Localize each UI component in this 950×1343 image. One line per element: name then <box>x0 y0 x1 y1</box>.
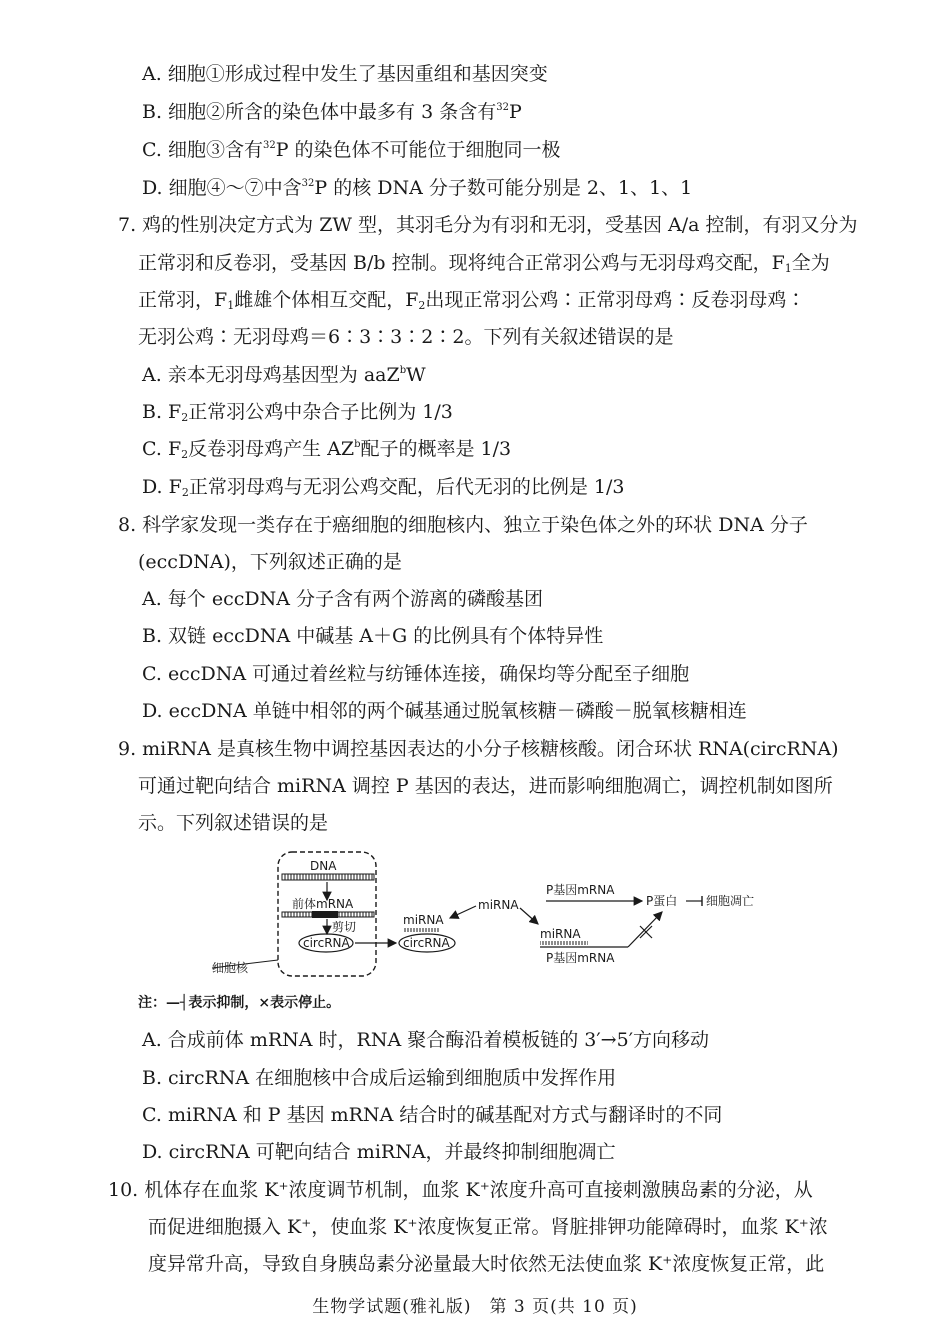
q7-stem-line4: 无羽公鸡∶无羽母鸡＝6∶3∶3∶2∶2。下列有关叙述错误的是 <box>138 326 674 348</box>
bound-mirna-strand <box>404 928 440 932</box>
q8-option-c: C. eccDNA 可通过着丝粒与纺锤体连接，确保均等分配至子细胞 <box>142 663 690 685</box>
q8-stem-line1: 8. 科学家发现一类存在于癌细胞的细胞核内、独立于染色体之外的环状 DNA 分子 <box>118 514 808 536</box>
q9-option-c: C. miRNA 和 P 基因 mRNA 结合时的碱基配对方式与翻译时的不同 <box>142 1104 723 1126</box>
dna-strand <box>282 874 374 880</box>
q9-stem-line1: 9. miRNA 是真核生物中调控基因表达的小分子核糖核酸。闭合环状 RNA(circRNA) <box>118 738 839 760</box>
dna-label: DNA <box>310 859 337 873</box>
paired-mirna-label: miRNA <box>540 927 581 941</box>
nucleus-label: 细胞核 <box>212 961 249 975</box>
q6-option-b: B. 细胞②所含的染色体中最多有 3 条含有$^{32}$P <box>142 101 522 123</box>
q10-stem-line2: 而促进细胞摄入 K⁺，使血浆 K⁺浓度恢复正常。肾脏排钾功能障碍时，血浆 K⁺浓 <box>148 1216 828 1238</box>
q9-stem-line3: 示。下列叙述错误的是 <box>138 812 329 834</box>
q9-stem-line2: 可通过靶向结合 miRNA 调控 P 基因的表达，进而影响细胞凋亡，调控机制如图所 <box>138 775 833 797</box>
q9-option-d: D. circRNA 可靶向结合 miRNA，并最终抑制细胞凋亡 <box>142 1141 616 1163</box>
p-mrna-bottom-label: P基因mRNA <box>546 951 615 965</box>
q7-stem-line2: 正常羽和反卷羽，受基因 B/b 控制。现将纯合正常羽公鸡与无羽母鸡交配，$F_1$全为 <box>138 252 830 275</box>
q7-stem-line3: 正常羽，$F_1$雌雄个体相互交配，$F_2$出现正常羽公鸡∶正常羽母鸡∶反卷羽母鸡∶ <box>138 289 806 312</box>
circrna-cytoplasm-label: circRNA <box>403 936 450 950</box>
q7-option-b: B. $F_2$正常羽公鸡中杂合子比例为 1/3 <box>142 401 453 424</box>
pre-mrna-label: 前体mRNA <box>292 897 354 911</box>
q8-option-b: B. 双链 eccDNA 中碱基 A＋G 的比例具有个体特异性 <box>142 625 604 647</box>
q7-option-a: A. 亲本无羽母鸡基因型为 aaZ$^b$W <box>142 364 426 386</box>
q7-option-d: D. $F_2$正常羽母鸡与无羽公鸡交配，后代无羽的比例是 1/3 <box>142 476 625 499</box>
splice-label: 剪切 <box>332 920 357 934</box>
q9-option-a: A. 合成前体 mRNA 时，RNA 聚合酶沿着模板链的 3′→5′方向移动 <box>142 1029 710 1051</box>
apoptosis-label: 细胞凋亡 <box>706 894 755 908</box>
q6-option-a: A. 细胞①形成过程中发生了基因重组和基因突变 <box>142 63 548 85</box>
mirna-to-mrna-arrow <box>520 908 538 924</box>
diagram-note: 注：—┤表示抑制，×表示停止。 <box>138 995 341 1011</box>
circrna-regulation-diagram <box>200 846 800 986</box>
q10-stem-line1: 10. 机体存在血浆 K⁺浓度调节机制，血浆 K⁺浓度升高可直接刺激胰岛素的分泌，从 <box>108 1179 813 1201</box>
paired-mirna-strand <box>540 941 588 945</box>
q10-stem-line3: 度异常升高，导致自身胰岛素分泌量最大时依然无法使血浆 K⁺浓度恢复正常，此 <box>148 1253 825 1275</box>
mirna-to-circrna-arrow <box>450 906 476 918</box>
q7-stem-line1: 7. 鸡的性别决定方式为 ZW 型，其羽毛分为有羽和无羽，受基因 A/a 控制，有羽又分为 <box>118 214 858 236</box>
q8-option-d: D. eccDNA 单链中相邻的两个碱基通过脱氧核糖－磷酸－脱氧核糖相连 <box>142 700 747 722</box>
blocked-translation-arrow <box>628 912 662 947</box>
q8-stem-line2: (eccDNA)，下列叙述正确的是 <box>138 551 402 573</box>
p-protein-label: P蛋白 <box>646 894 678 908</box>
q8-option-a: A. 每个 eccDNA 分子含有两个游离的磷酸基团 <box>142 588 543 610</box>
q7-option-c: C. $F_2$反卷羽母鸡产生 $AZ^b$配子的概率是 1/3 <box>142 438 512 461</box>
pre-mrna-exon <box>312 911 338 918</box>
q6-option-c: C. 细胞③含有$^{32}$P 的染色体不可能位于细胞同一极 <box>142 139 561 161</box>
free-mirna-label: miRNA <box>478 898 519 912</box>
circrna-nucleus-label: circRNA <box>303 936 350 950</box>
bound-mirna-label: miRNA <box>403 913 444 927</box>
q6-option-d: D. 细胞④～⑦中含$^{32}$P 的核 DNA 分子数可能分别是 2、1、1、1 <box>142 177 693 199</box>
p-mrna-top-label: P基因mRNA <box>546 883 615 897</box>
page-footer: 生物学试题(雅礼版) 第 3 页(共 10 页) <box>312 1297 638 1317</box>
q9-option-b: B. circRNA 在细胞核中合成后运输到细胞质中发挥作用 <box>142 1067 617 1089</box>
